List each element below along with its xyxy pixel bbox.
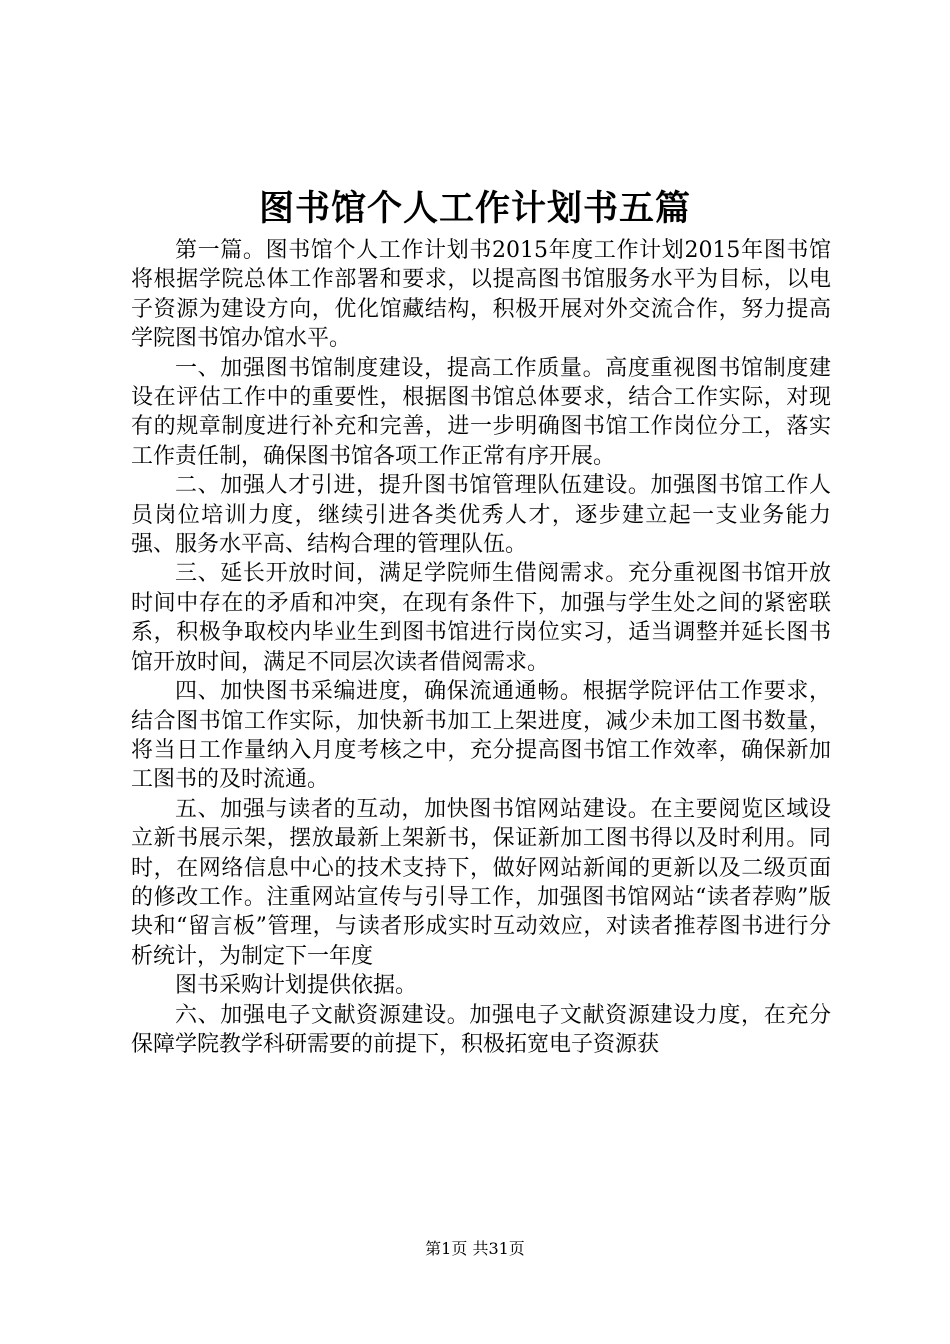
paragraph: 第一篇。图书馆个人工作计划书2015年度工作计划2015年图书馆将根据学院总体工作部署和要求，以提高图书馆服务水平为目标，以电子资源为建设方向，优化馆藏结构，积极开展对外交流合作，努力提高学院图书馆办馆水平。	[131, 238, 831, 352]
paragraph: 图书采购计划提供依据。	[175, 973, 418, 999]
page-number-footer: 第1页 共31页	[425, 1239, 525, 1258]
paragraph: 五、加强与读者的互动，加快图书馆网站建设。在主要阅览区域设立新书展示架，摆放最新上架新书，保证新加工图书得以及时利用。同时，在网络信息中心的技术支持下，做好网站新闻的更新以及二级页面的修改工作。注重网站宣传与引导工作，加强图书馆网站“读者荐购”版块和“留言板”管理，与读者形成实时互动效应，对读者推荐图书进行分析统计，为制定下一年度	[131, 796, 831, 969]
paragraph: 二、加强人才引进，提升图书馆管理队伍建设。加强图书馆工作人员岗位培训力度，继续引进各类优秀人才，逐步建立起一支业务能力强、服务水平高、结构合理的管理队伍。	[131, 473, 831, 558]
paragraph: 一、加强图书馆制度建设，提高工作质量。高度重视图书馆制度建设在评估工作中的重要性，根据图书馆总体要求，结合工作实际，对现有的规章制度进行补充和完善，进一步明确图书馆工作岗位分工，落实工作责任制，确保图书馆各项工作正常有序开展。	[131, 355, 831, 469]
document-title: 图书馆个人工作计划书五篇	[258, 188, 691, 229]
paragraph: 六、加强电子文献资源建设。加强电子文献资源建设力度，在充分保障学院教学科研需要的前提下，积极拓宽电子资源获	[131, 1002, 831, 1057]
paragraph: 四、加快图书采编进度，确保流通通畅。根据学院评估工作要求，结合图书馆工作实际，加快新书加工上架进度，减少未加工图书数量，将当日工作量纳入月度考核之中，充分提高图书馆工作效率，确保新加工图书的及时流通。	[131, 679, 831, 793]
paragraph: 三、延长开放时间，满足学院师生借阅需求。充分重视图书馆开放时间中存在的矛盾和冲突，在现有条件下，加强与学生处之间的紧密联系，积极争取校内毕业生到图书馆进行岗位实习，适当调整并延长图书馆开放时间，满足不同层次读者借阅需求。	[131, 561, 831, 675]
document-body	[131, 236, 831, 1059]
